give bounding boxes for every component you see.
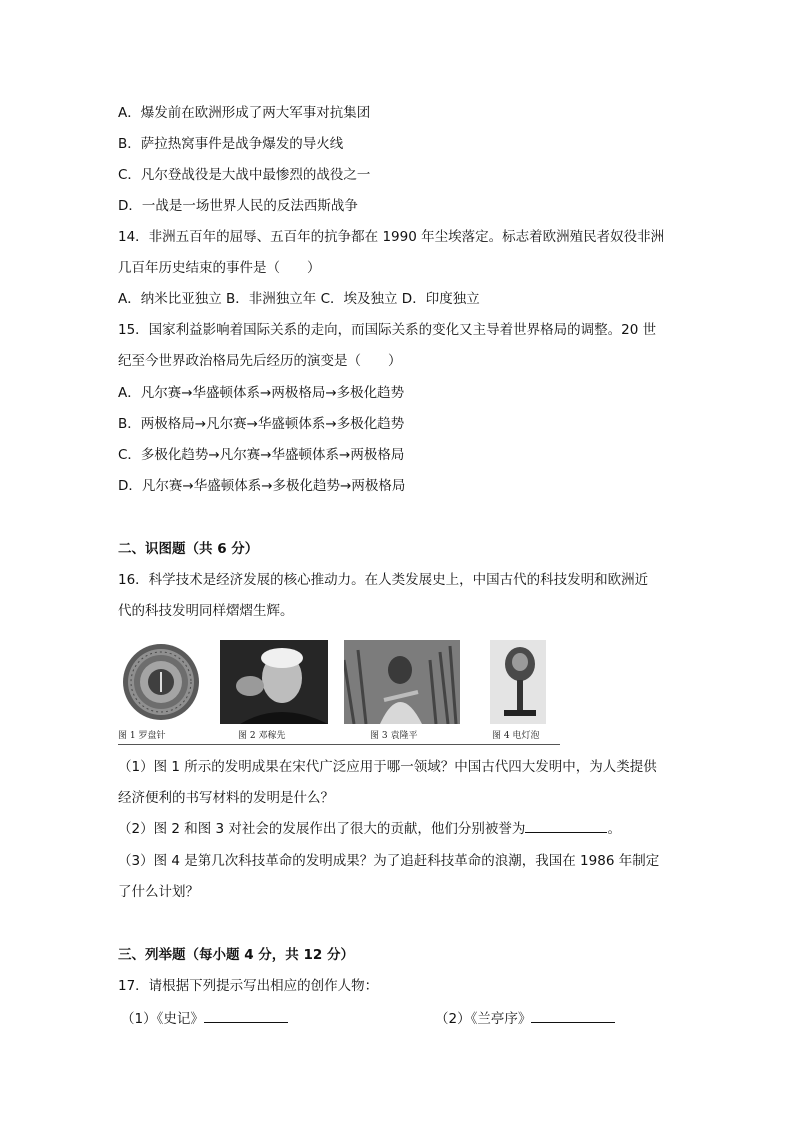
section2-title: 二、识图题（共 6 分）: [118, 541, 259, 557]
answer-blank[interactable]: [525, 820, 607, 833]
figure-3-caption: 图 3 袁隆平: [370, 731, 418, 741]
lightbulb-image: [480, 640, 560, 724]
q16-sub1-line2: 经济便利的书写材料的发明是什么？: [118, 790, 334, 806]
q14-stem-line2: 几百年历史结束的事件是（ ）: [118, 260, 321, 276]
answer-blank[interactable]: [531, 1010, 615, 1023]
section3-title: 三、列举题（每小题 4 分，共 12 分）: [118, 947, 354, 963]
q15-option-b: B．两极格局→凡尔赛→华盛顿体系→多极化趋势: [118, 416, 405, 432]
figure-2-caption: 图 2 邓稼先: [238, 731, 286, 741]
q16-sub2-text: （2）图 2 和图 3 对社会的发展作出了很大的贡献，他们分别被誉为: [118, 821, 526, 837]
q16-sub3-line2: 了什么计划？: [118, 884, 199, 900]
q14-stem-line1: 14．非洲五百年的屈辱、五百年的抗争都在 1990 年尘埃落定。标志着欧洲殖民者奴役非洲: [118, 229, 665, 245]
q15-stem-line1: 15．国家利益影响着国际关系的走向，而国际关系的变化又主导着世界格局的调整。20 世: [118, 322, 657, 338]
figure-1-caption: 图 1 罗盘针: [118, 731, 166, 741]
compass-image: [118, 640, 204, 724]
q13-option-a: A．爆发前在欧洲形成了两大军事对抗集团: [118, 105, 371, 121]
q16-stem-line2: 代的科技发明同样熠熠生辉。: [118, 603, 294, 619]
q13-option-c: C．凡尔登战役是大战中最惨烈的战役之一: [118, 167, 371, 183]
q15-option-d: D．凡尔赛→华盛顿体系→多极化趋势→两极格局: [118, 478, 406, 494]
q17-item2: [435, 1010, 615, 1028]
q15-stem-line2: 纪至今世界政治格局先后经历的演变是（ ）: [118, 353, 402, 369]
q16-stem-line1: 16．科学技术是经济发展的核心推动力。在人类发展史上，中国古代的科技发明和欧洲近: [118, 572, 649, 588]
q13-option-b: B．萨拉热窝事件是战争爆发的导火线: [118, 136, 344, 152]
q15-option-c: C．多极化趋势→凡尔赛→华盛顿体系→两极格局: [118, 447, 405, 463]
portrait-image-3: [344, 640, 460, 724]
q17-item2-text: （2）《兰亭序》: [435, 1011, 532, 1027]
q16-sub2-end: 。: [607, 821, 621, 837]
q17-item1: [121, 1010, 288, 1028]
q16-sub3-line1: （3）图 4 是第几次科技革命的发明成果？为了追赶科技革命的浪潮，我国在 1986 年制定: [118, 853, 660, 869]
portrait-image-2: [220, 640, 328, 724]
q17-stem: 17．请根据下列提示写出相应的创作人物：: [118, 978, 379, 994]
q16-figure-strip: [118, 636, 560, 745]
q17-item1-text: （1）《史记》: [121, 1011, 204, 1027]
q15-option-a: A．凡尔赛→华盛顿体系→两极格局→多极化趋势: [118, 385, 405, 401]
answer-blank[interactable]: [204, 1010, 288, 1023]
q16-sub1-line1: （1）图 1 所示的发明成果在宋代广泛应用于哪一领域？中国古代四大发明中，为人类提供: [118, 759, 657, 775]
q13-option-d: D．一战是一场世界人民的反法西斯战争: [118, 198, 358, 214]
q14-options: A．纳米比亚独立 B．非洲独立年 C．埃及独立 D．印度独立: [118, 291, 480, 307]
q16-sub2: [118, 820, 621, 838]
figure-4-caption: 图 4 电灯泡: [492, 731, 540, 741]
